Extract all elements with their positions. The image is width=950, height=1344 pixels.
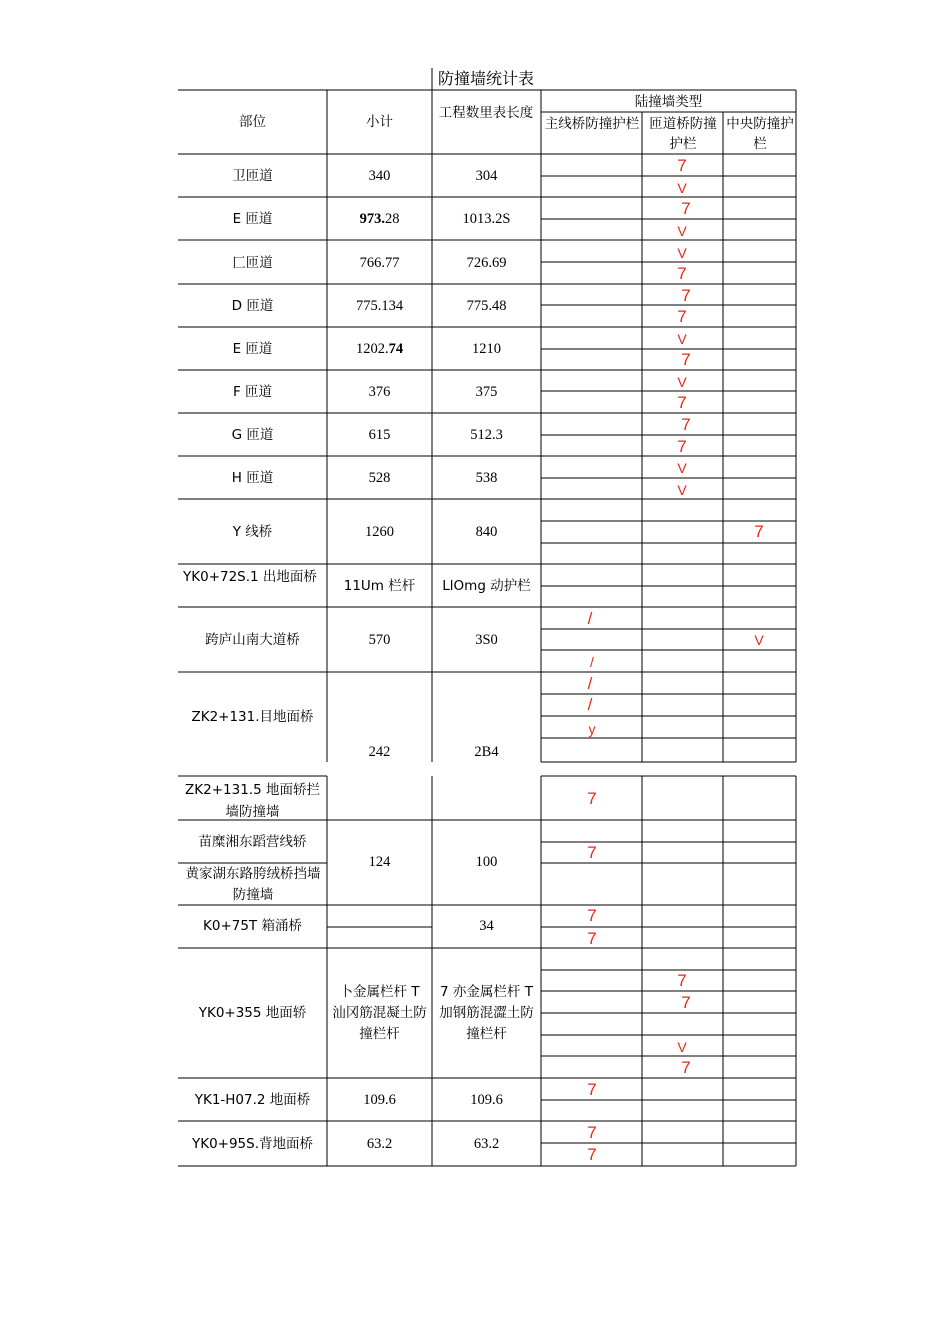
row-subtotal: 1260 (365, 524, 394, 540)
row-name: 苗糜湘东蹈营线轿 (198, 834, 307, 850)
header-mainline: 主线桥防撞护栏 (544, 116, 640, 132)
row-quantity: 63.2 (473, 1136, 500, 1152)
row-name: F 匝道 (232, 384, 273, 400)
subtotal-bold-part: 973. (359, 211, 385, 227)
check-mark: V (677, 460, 687, 476)
row-name: G 匝道 (231, 427, 274, 443)
row-subtotal (327, 339, 432, 359)
check-mark: 7 (587, 906, 597, 925)
subtotal-bold-part: 74 (388, 341, 404, 357)
check-mark: V (677, 331, 687, 347)
check-mark: 7 (677, 393, 687, 412)
row-subtotal (327, 209, 432, 229)
header-wall-type: 陆撞墙类型 (634, 94, 703, 110)
check-mark: 7 (681, 993, 691, 1012)
check-mark: V (677, 245, 687, 261)
row-name: 匚匝道 (232, 255, 273, 271)
row-quantity: 304 (475, 168, 498, 184)
check-mark: 7 (681, 350, 691, 369)
row-quantity: 840 (475, 524, 498, 540)
check-mark: V (754, 632, 764, 648)
row-name: YK0+72S.1 出地面桥 (183, 569, 317, 585)
row-subtotal: 340 (368, 168, 391, 184)
row-quantity: 100 (475, 854, 498, 870)
row-subtotal: 124 (368, 854, 391, 870)
row-name: YK1-H07.2 地面桥 (194, 1092, 311, 1108)
header-subtotal: 小计 (366, 114, 393, 130)
check-mark: / (587, 695, 593, 714)
row-quantity: 726.69 (466, 255, 507, 271)
check-mark: y (588, 721, 596, 737)
row-name: D 匝道 (231, 298, 274, 314)
row-subtotal: 376 (368, 384, 391, 400)
row-subtotal: 766.77 (359, 255, 400, 271)
header-ramp: 匝道桥防撞护栏 (649, 116, 717, 152)
row-quantity: LlOmg 动护栏 (442, 578, 531, 594)
check-mark: / (590, 654, 594, 670)
row-subtotal: 615 (368, 427, 391, 443)
row-name: ZK2+131.目地面桥 (191, 709, 314, 725)
check-mark: 7 (677, 307, 687, 326)
row-quantity: 7 亦金属栏杆 T 加钢筋混澀土防撞栏杆 (439, 984, 534, 1042)
row-name: YK0+355 地面轿 (198, 1005, 307, 1021)
check-mark: 7 (677, 437, 687, 456)
row-subtotal: 卜金属栏杆 T 汕冈筋混凝土防撞栏杆 (332, 984, 427, 1042)
subtotal-plain-part: 1202. (355, 341, 389, 357)
row-subtotal: 63.2 (366, 1136, 393, 1152)
check-mark: 7 (681, 415, 691, 434)
row-name: K0+75T 箱涌桥 (203, 918, 302, 934)
subtotal-rest-part: 28 (384, 211, 400, 227)
row-quantity: 109.6 (470, 1092, 503, 1108)
row-name: YK0+95S.背地面桥 (191, 1136, 314, 1152)
row-quantity: 34 (479, 918, 494, 934)
check-mark: V (677, 223, 687, 239)
check-mark: 7 (677, 156, 687, 175)
check-mark: 7 (681, 286, 691, 305)
row-quantity: 3S0 (475, 632, 498, 648)
check-mark: 7 (754, 522, 764, 541)
row-quantity: 375 (475, 384, 498, 400)
row-quantity: 1210 (472, 341, 501, 357)
row-name: E 匝道 (232, 211, 273, 227)
check-mark: V (677, 482, 687, 498)
check-mark: 7 (587, 1080, 597, 1099)
header-quantity: 工程数里表长度 (438, 105, 534, 121)
row-name: Y 线桥 (232, 524, 273, 540)
check-mark: V (677, 180, 687, 196)
check-mark: 7 (677, 971, 687, 990)
row-name: 跨庐山南大道桥 (205, 632, 300, 648)
row-name: ZK2+131.5 地面轿拦墙防撞墙 (185, 782, 320, 820)
row-quantity: 512.3 (470, 427, 503, 443)
check-mark: 7 (587, 1145, 597, 1164)
check-mark: 7 (587, 929, 597, 948)
row-name: H 匝道 (231, 470, 274, 486)
check-mark: 7 (677, 264, 687, 283)
check-mark: 7 (587, 789, 597, 808)
row-subtotal: 528 (368, 470, 391, 486)
row-subtotal: 570 (368, 632, 391, 648)
check-mark: / (587, 609, 593, 628)
check-mark: 7 (681, 199, 691, 218)
row-name: 卫匝道 (232, 168, 273, 184)
table-title: 防撞墙统计表 (438, 69, 535, 88)
check-mark: V (677, 1039, 687, 1055)
check-mark: 7 (681, 1058, 691, 1077)
row-quantity: 2B4 (474, 744, 499, 760)
row-name: E 匝道 (232, 341, 273, 357)
row-subtotal: 242 (368, 744, 391, 760)
header-center: 中央防撞护栏 (726, 116, 794, 152)
row-quantity: 775.48 (466, 298, 507, 314)
row-subtotal: 109.6 (363, 1092, 396, 1108)
row-name: 黄家湖东路胯绒桥挡墙防撞墙 (185, 866, 321, 903)
check-mark: 7 (587, 843, 597, 862)
header-part: 部位 (239, 114, 266, 130)
row-subtotal: 775.134 (355, 298, 404, 314)
row-quantity: 538 (475, 470, 498, 486)
row-subtotal: 11Um 栏杆 (343, 578, 416, 594)
check-mark: / (587, 674, 593, 693)
check-mark: 7 (587, 1123, 597, 1142)
check-mark: V (677, 374, 687, 390)
row-quantity: 1013.2S (462, 211, 511, 227)
